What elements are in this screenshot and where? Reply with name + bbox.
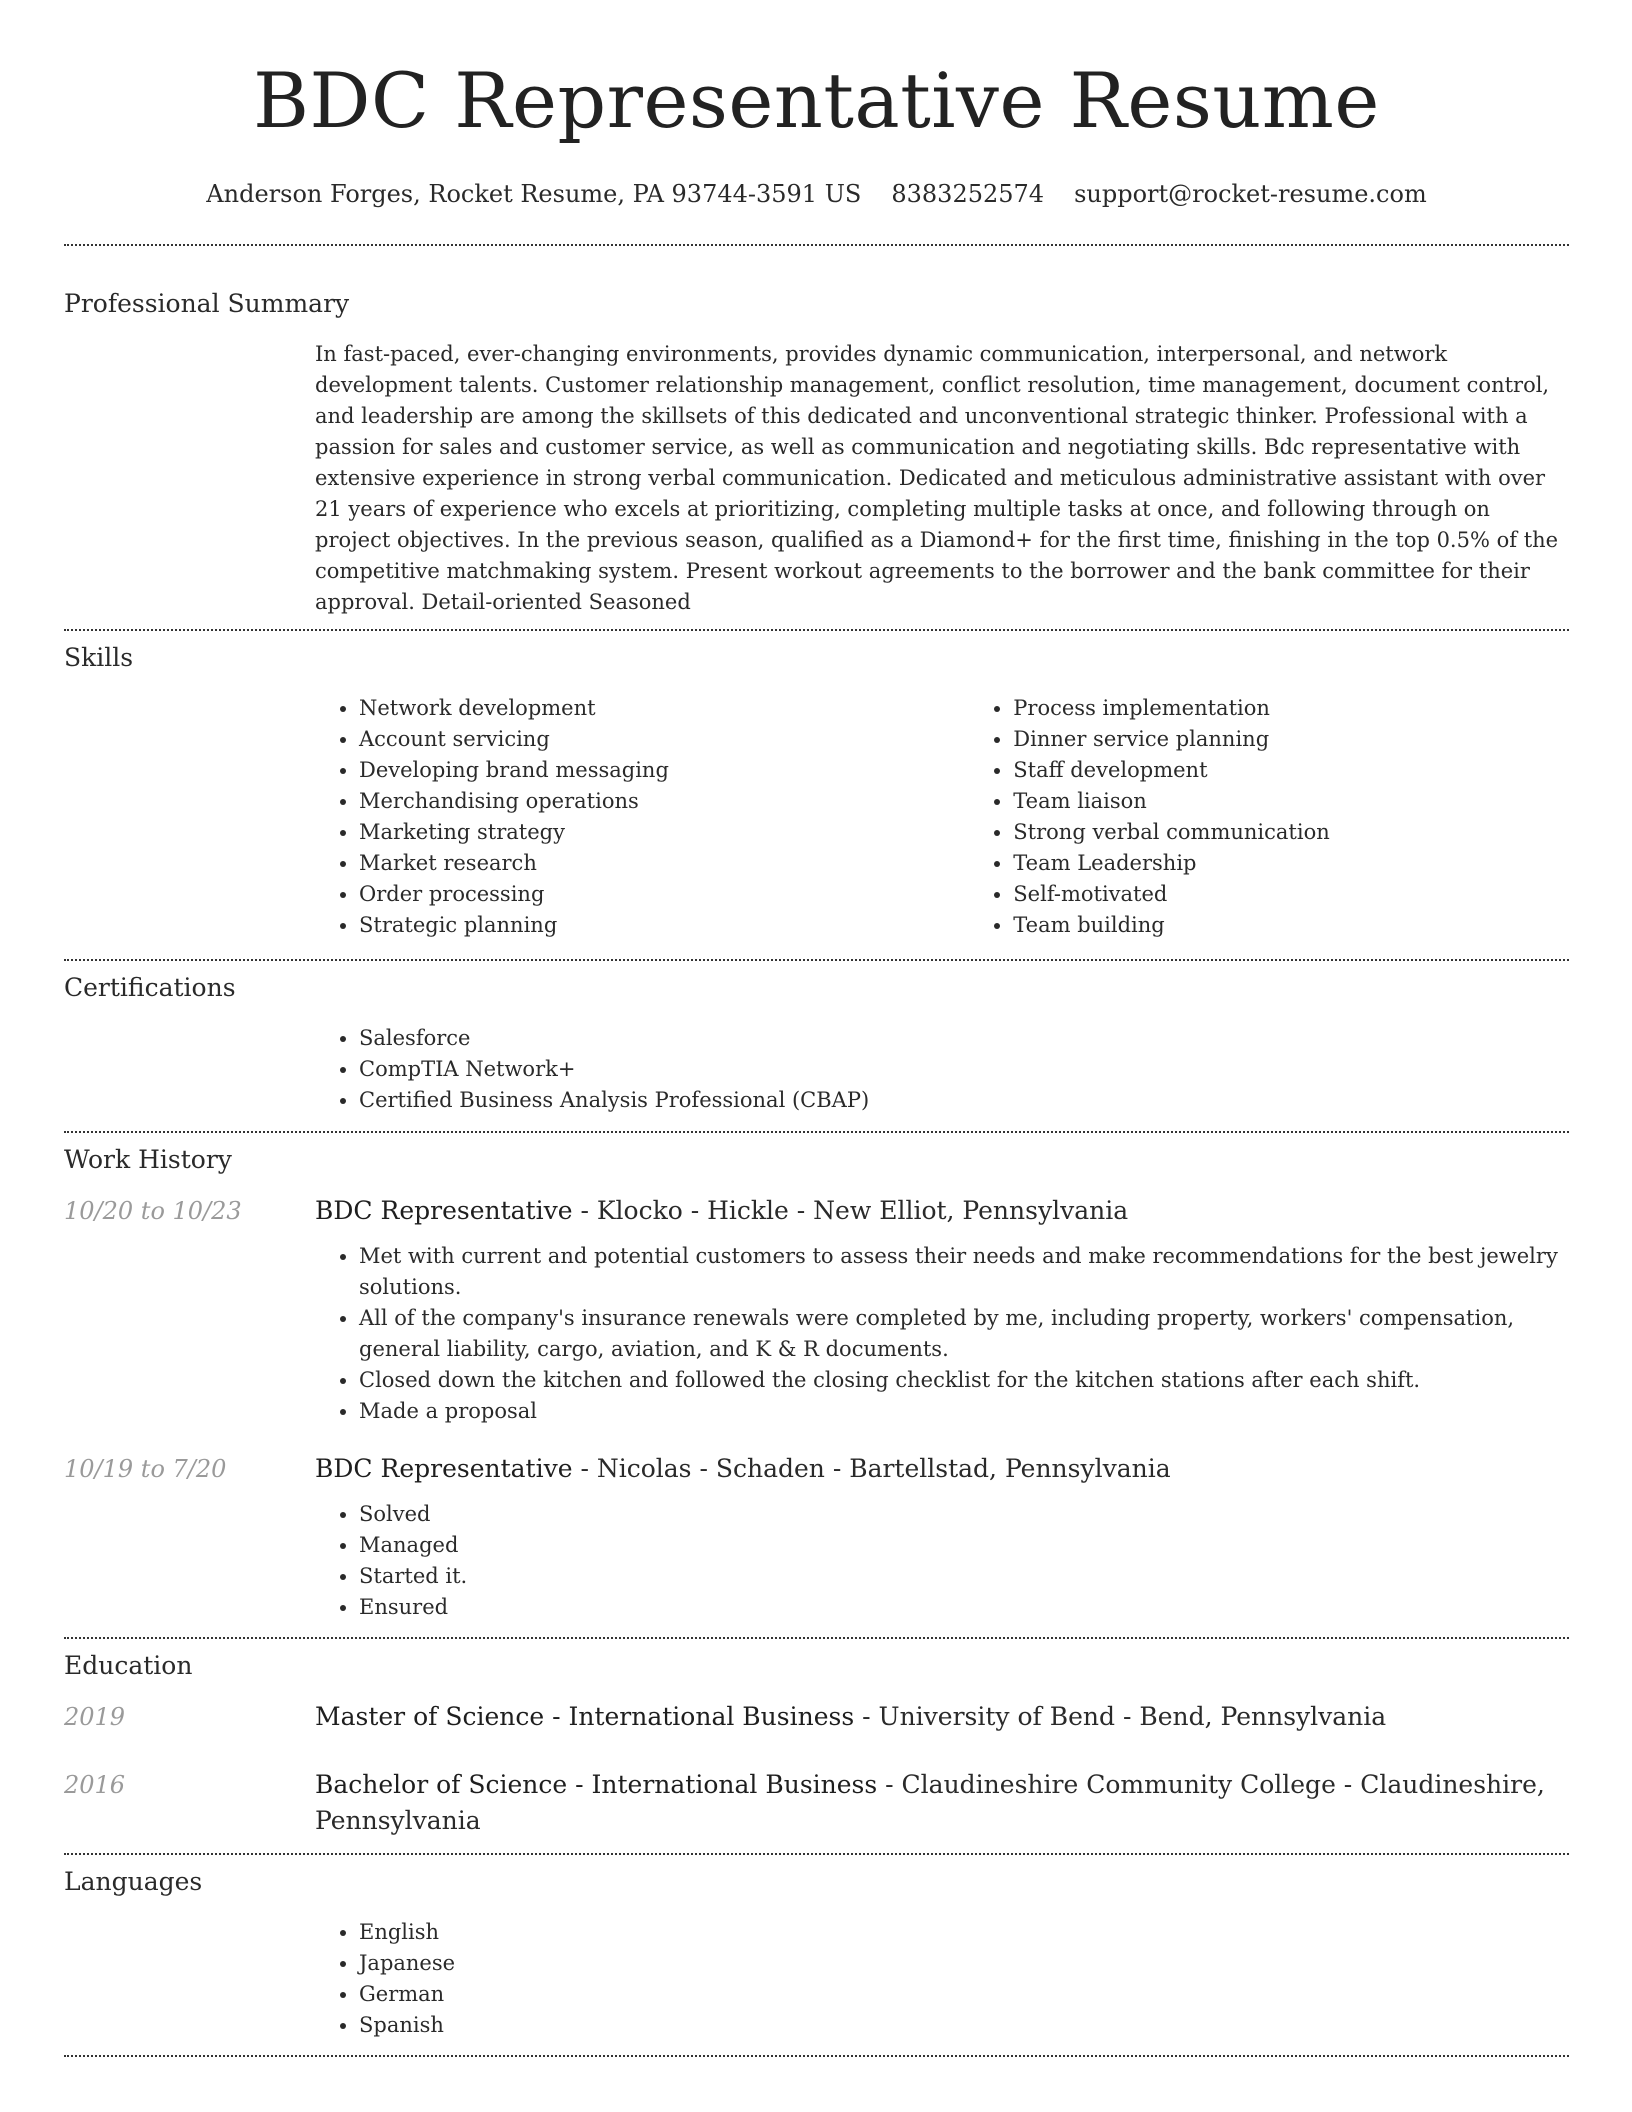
languages-content	[315, 1917, 1569, 2041]
languages-list	[315, 1917, 1569, 2041]
skill-item: • Self-motivated	[1013, 879, 1569, 910]
skill-item: • Account servicing	[359, 724, 969, 755]
language-item: • Japanese	[359, 1948, 1569, 1979]
job-title: BDC Representative	[315, 1196, 573, 1225]
skill-item: • Strategic planning	[359, 910, 969, 941]
education-entry	[64, 1699, 1569, 1735]
education-year: 2019	[64, 1703, 126, 1731]
summary-heading: Professional Summary	[64, 289, 350, 318]
job-bullets	[315, 1499, 1569, 1623]
skills-list-right	[969, 693, 1569, 941]
education-entry	[64, 1767, 1569, 1839]
skills-list-left	[315, 693, 969, 941]
job-bullet: • Started it.	[359, 1561, 1569, 1592]
job-bullet: • Met with current and potential customers to assess their needs and make recommendations for the best jewelry solutions.	[359, 1241, 1569, 1303]
contact-email: support@rocket-resume.com	[1074, 180, 1427, 208]
language-item: • Spanish	[359, 2010, 1569, 2041]
certifications-content	[315, 1023, 1569, 1116]
skill-item: • Developing brand messaging	[359, 755, 969, 786]
certification-item: • Salesforce	[359, 1023, 1569, 1054]
skill-item: • Market research	[359, 848, 969, 879]
job-dates: 10/20 to 10/23	[64, 1197, 242, 1225]
skills-heading: Skills	[64, 643, 134, 672]
work-heading: Work History	[64, 1145, 232, 1174]
summary-section	[64, 246, 1569, 618]
contact-line	[64, 178, 1569, 210]
education-school: - Claudineshire Community College - Claudineshire, Pennsylvania	[315, 1770, 1545, 1835]
language-item: • English	[359, 1917, 1569, 1948]
job-body	[315, 1451, 1569, 1623]
job-title-line	[315, 1193, 1569, 1229]
education-body	[315, 1699, 1569, 1735]
education-year: 2016	[64, 1771, 126, 1799]
job-bullet: • Closed down the kitchen and followed the closing checklist for the kitchen stations after each shift.	[359, 1365, 1569, 1396]
job-bullets	[315, 1241, 1569, 1427]
education-degree: Master of Science - International Business	[315, 1702, 855, 1731]
job-entry	[64, 1193, 1569, 1427]
skill-item: • Strong verbal communication	[1013, 817, 1569, 848]
skill-item: • Process implementation	[1013, 693, 1569, 724]
contact-address: Anderson Forges, Rocket Resume, PA 93744-3591 US	[206, 180, 862, 208]
job-bullet: • Made a proposal	[359, 1396, 1569, 1427]
education-heading: Education	[64, 1651, 193, 1680]
certifications-heading: Certifications	[64, 973, 236, 1002]
languages-heading: Languages	[64, 1867, 203, 1896]
languages-section	[64, 1855, 1569, 2041]
job-bullet: • Managed	[359, 1530, 1569, 1561]
job-title: BDC Representative	[315, 1454, 573, 1483]
certification-item: • CompTIA Network+	[359, 1054, 1569, 1085]
skill-item: • Team Leadership	[1013, 848, 1569, 879]
skills-columns	[315, 693, 1569, 941]
contact-phone: 8383252574	[891, 180, 1045, 208]
job-bullet: • Solved	[359, 1499, 1569, 1530]
education-section	[64, 1639, 1569, 1839]
skill-item: • Staff development	[1013, 755, 1569, 786]
education-title-line	[315, 1767, 1569, 1839]
work-section	[64, 1133, 1569, 1623]
job-body	[315, 1193, 1569, 1427]
job-employer: - Klocko - Hickle - New Elliot, Pennsylvania	[572, 1196, 1129, 1225]
skill-item: • Team liaison	[1013, 786, 1569, 817]
skill-item: • Order processing	[359, 879, 969, 910]
certifications-section	[64, 961, 1569, 1116]
divider	[64, 2055, 1569, 2057]
skill-item: • Merchandising operations	[359, 786, 969, 817]
job-entry	[64, 1451, 1569, 1623]
summary-text: In fast-paced, ever-changing environments, provides dynamic communication, interpersonal, and network development talents. Customer relationship management, conflict resolution, time management, document control, and leadership are among the skillsets of this dedicated and unconventional strategic thinker. Professional with a passion for sales and customer service, as well as communication and negotiating skills. Bdc representative with extensive experience in strong verbal communication. Dedicated and meticulous administrative assistant with over 21 years of experience who excels at prioritizing, completing multiple tasks at once, and following through on project objectives. In the previous season, qualified as a Diamond+ for the first time, finishing in the top 0.5% of the competitive matchmaking system. Present workout agreements to the borrower and the bank committee for their approval. Detail-oriented Seasoned	[315, 342, 1559, 614]
job-bullet: • All of the company's insurance renewals were completed by me, including property, workers' compensation, general liability, cargo, aviation, and K & R documents.	[359, 1303, 1569, 1365]
certification-item: • Certified Business Analysis Professional (CBAP)	[359, 1085, 1569, 1116]
language-item: • German	[359, 1979, 1569, 2010]
job-bullet: • Ensured	[359, 1592, 1569, 1623]
job-employer: - Nicolas - Schaden - Bartellstad, Pennsylvania	[572, 1454, 1171, 1483]
job-title-line	[315, 1451, 1569, 1487]
skill-item: • Team building	[1013, 910, 1569, 941]
education-school: - University of Bend - Bend, Pennsylvania	[854, 1702, 1387, 1731]
job-dates: 10/19 to 7/20	[64, 1455, 227, 1483]
resume-title: BDC Representative Resume	[253, 56, 1380, 145]
certifications-list	[315, 1023, 1569, 1116]
education-body	[315, 1767, 1569, 1839]
skill-item: • Network development	[359, 693, 969, 724]
education-degree: Bachelor of Science - International Business	[315, 1770, 878, 1799]
education-title-line	[315, 1699, 1569, 1735]
skill-item: • Marketing strategy	[359, 817, 969, 848]
skill-item: • Dinner service planning	[1013, 724, 1569, 755]
skills-section	[64, 631, 1569, 941]
